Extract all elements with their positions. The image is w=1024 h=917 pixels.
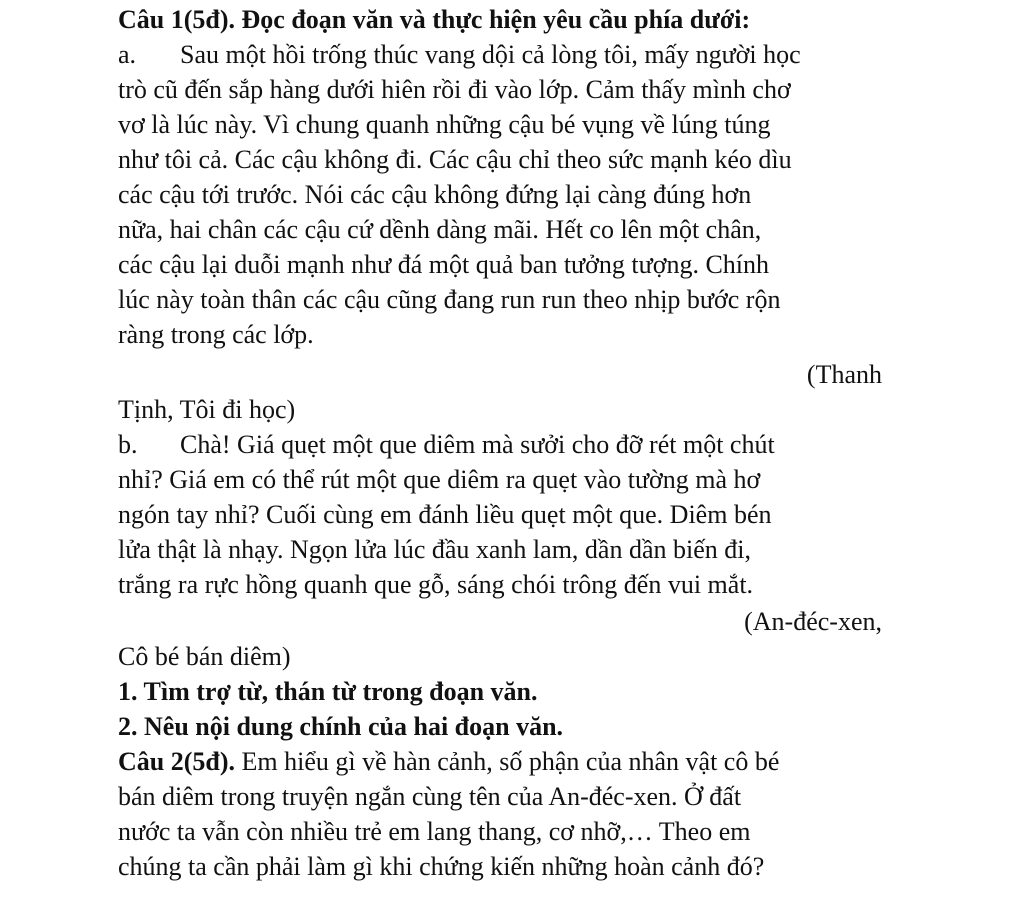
question-2-line-4: chúng ta cần phải làm gì khi chứng kiến những hoàn cảnh đó? (118, 852, 765, 881)
passage-b-label: b. (118, 430, 138, 459)
question-2-line-1: Câu 2(5đ). Em hiểu gì về hàn cảnh, số phận của nhân vật cô bé (118, 747, 780, 776)
passage-a-source-1: (Thanh (806, 360, 882, 389)
question-1-heading: Câu 1(5đ). Đọc đoạn văn và thực hiện yêu cầu phía dưới: (118, 5, 751, 34)
passage-a-source-2: Tịnh, Tôi đi học) (118, 395, 296, 424)
task-2: 2. Nêu nội dung chính của hai đoạn văn. (118, 712, 564, 741)
passage-b-line-2: nhỉ? Giá em có thể rút một que diêm ra quẹt vào tường mà hơ (118, 465, 761, 494)
passage-b-source-1: (An-đéc-xen, (744, 607, 882, 636)
passage-a-line-3: vơ là lúc này. Vì chung quanh những cậu bé vụng về lúng túng (118, 110, 771, 139)
question-2-line-2: bán diêm trong truyện ngắn cùng tên của An-đéc-xen. Ở đất (118, 782, 742, 811)
passage-a-line-7: các cậu lại duỗi mạnh như đá một quả ban tưởng tượng. Chính (118, 250, 770, 279)
passage-b-line-5: trắng ra rực hồng quanh que gỗ, sáng chói trông đến vui mắt. (118, 570, 754, 599)
question-2-heading: Câu 2(5đ). (118, 747, 236, 776)
question-2-line-3: nước ta vẫn còn nhiều trẻ em lang thang, cơ nhỡ,… Theo em (118, 817, 751, 846)
passage-a-line-6: nữa, hai chân các cậu cứ dềnh dàng mãi. Hết co lên một chân, (118, 215, 762, 244)
passage-b-source-2: Cô bé bán diêm) (118, 642, 291, 671)
passage-a-line-1: a. Sau một hồi trống thúc vang dội cả lòng tôi, mấy người học (118, 40, 801, 69)
passage-b-line-1: b. Chà! Giá quẹt một que diêm mà sưởi cho đỡ rét một chút (118, 430, 775, 459)
passage-a-line-9: ràng trong các lớp. (118, 320, 314, 349)
passage-a-line-8: lúc này toàn thân các cậu cũng đang run run theo nhịp bước rộn (118, 285, 781, 314)
task-1: 1. Tìm trợ từ, thán từ trong đoạn văn. (118, 677, 538, 706)
passage-a-line-2: trò cũ đến sắp hàng dưới hiên rồi đi vào lớp. Cảm thấy mình chơ (118, 75, 791, 104)
passage-a-label: a. (118, 40, 137, 69)
passage-a-line-5: các cậu tới trước. Nói các cậu không đứng lại càng đúng hơn (118, 180, 752, 209)
passage-b-line-4: lửa thật là nhạy. Ngọn lửa lúc đầu xanh lam, dần dần biến đi, (118, 535, 751, 564)
passage-a-line-4: như tôi cả. Các cậu không đi. Các cậu chỉ theo sức mạnh kéo dìu (118, 145, 792, 174)
passage-b-line-3: ngón tay nhỉ? Cuối cùng em đánh liều quẹt một que. Diêm bén (118, 500, 772, 529)
